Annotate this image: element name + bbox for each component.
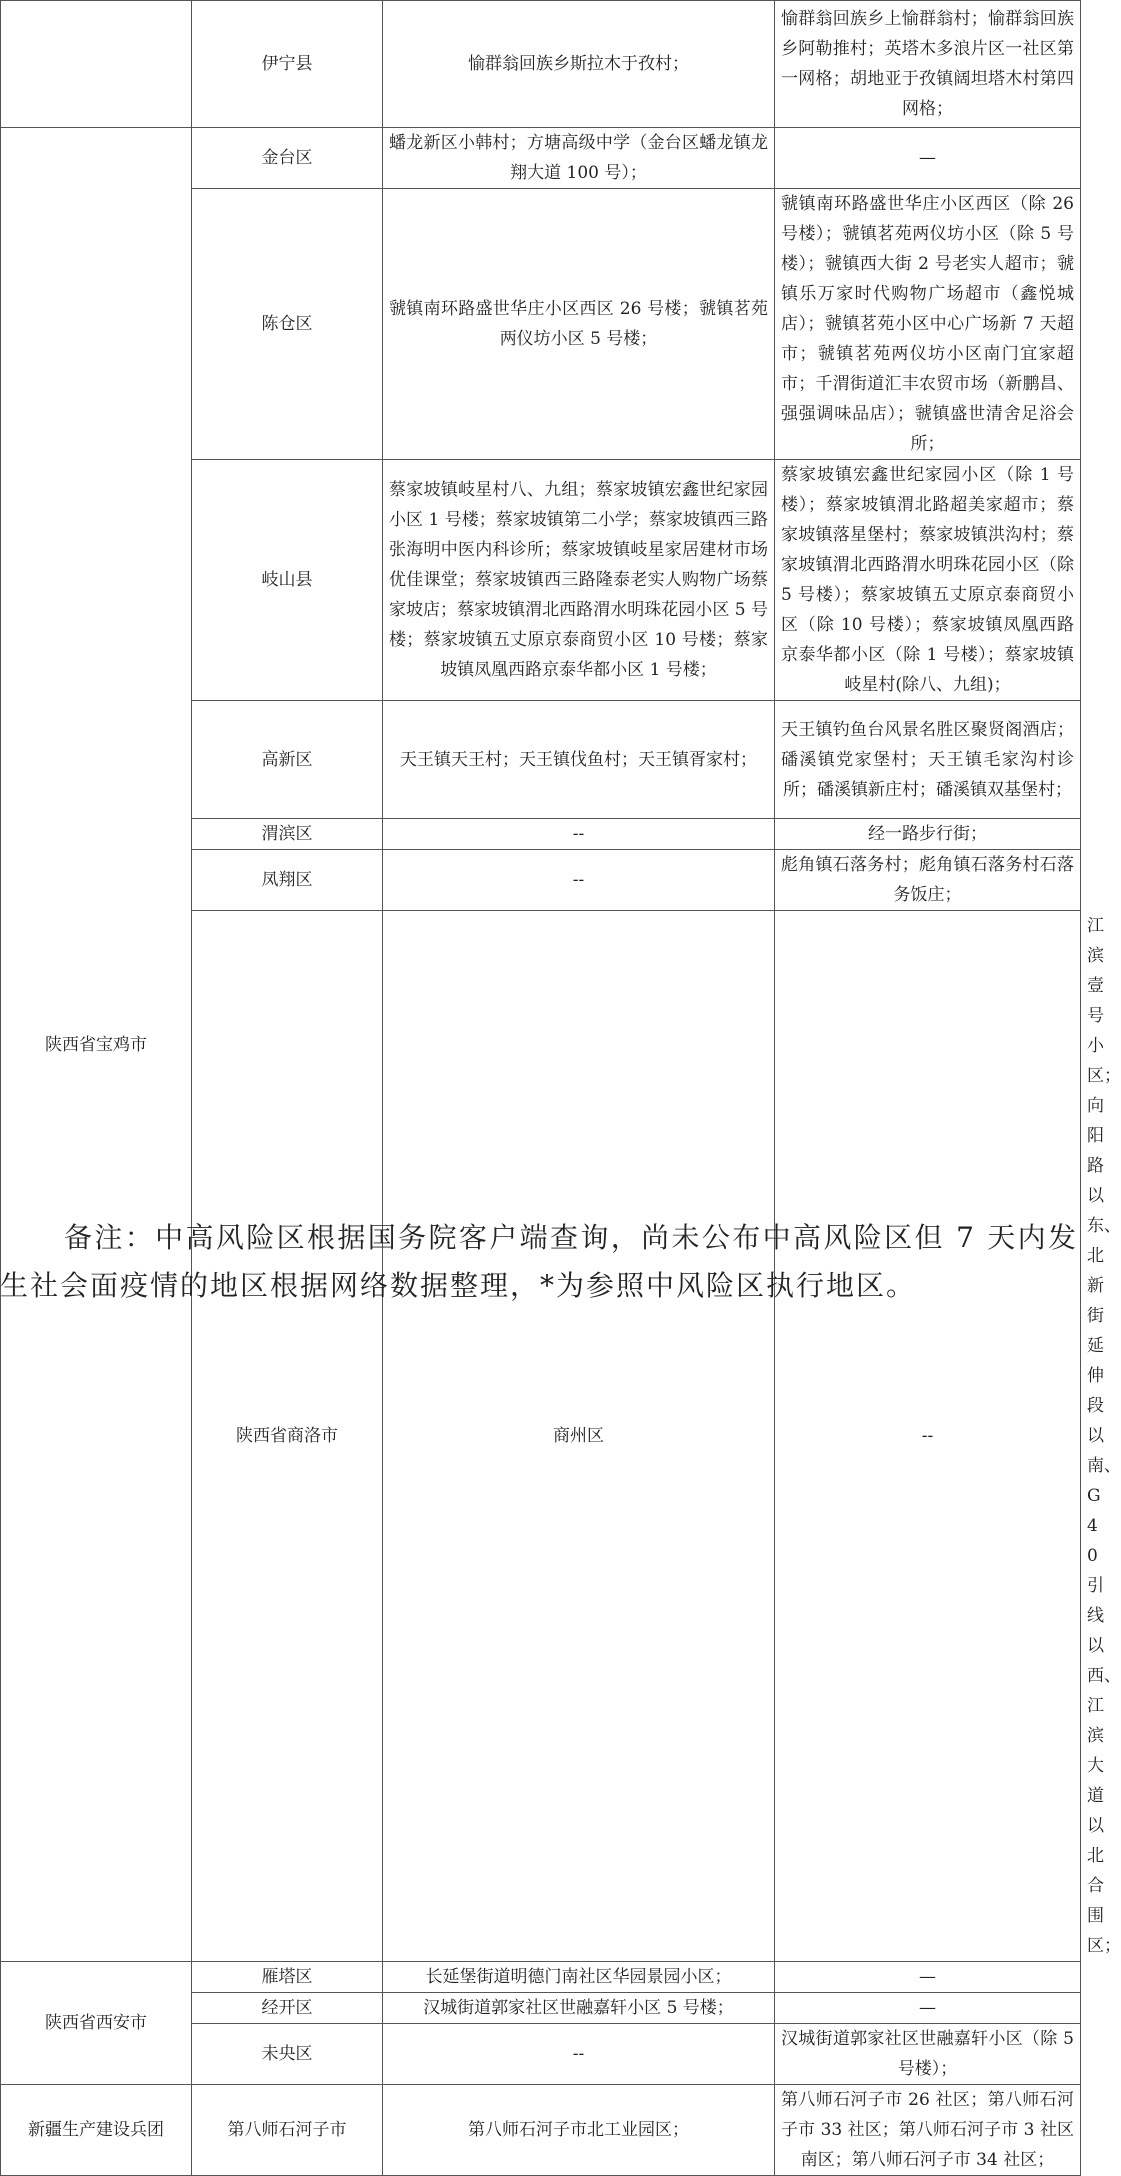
high-risk-cell: -- — [775, 911, 1081, 1962]
medium-risk-cell: 汉城街道郭家社区世融嘉轩小区（除 5 号楼）； — [775, 2024, 1081, 2085]
district-cell: 雁塔区 — [192, 1962, 383, 1993]
district-cell: 金台区 — [192, 128, 383, 189]
table-row: 陕西省商洛市 商州区 -- 江滨壹号小区；向阳路以东、北新街延伸段以南、G40 引线以西、江滨大道以北合围区； — [1, 911, 1081, 1962]
table-row — [1, 1, 1081, 128]
high-risk-cell: 蔡家坡镇岐星村八、九组；蔡家坡镇宏鑫世纪家园小区 1 号楼；蔡家坡镇第二小学；蔡家坡镇西三路张海明中医内科诊所；蔡家坡镇岐星家居建材市场优佳课堂；蔡家坡镇西三路隆泰老实人购物广场蔡家坡店；蔡家坡镇渭北西路渭水明珠花园小区 5 号楼；蔡家坡镇五丈原京泰商贸小区 10 号楼；蔡家坡镇凤凰西路京泰华都小区 1 号楼； — [383, 460, 775, 701]
high-risk-cell: 天王镇天王村；天王镇伐鱼村；天王镇胥家村； — [383, 701, 775, 819]
district-cell: 商州区 — [383, 911, 775, 1962]
footnote: 备注：中高风险区根据国务院客户端查询，尚未公布中高风险区但 7 天内发生社会面疫情的地区根据网络数据整理，*为参照中风险区执行地区。 — [0, 1221, 1078, 1302]
high-risk-cell: -- — [383, 819, 775, 850]
district-cell: 渭滨区 — [192, 819, 383, 850]
high-risk-cell: 长延堡街道明德门南社区华园景园小区； — [383, 1962, 775, 1993]
province-cell: 新疆生产建设兵团 — [1, 2085, 192, 2176]
medium-risk-cell: — — [775, 128, 1081, 189]
medium-risk-cell: 愉群翁回族乡上愉群翁村；愉群翁回族乡阿勒推村；英塔木多浪片区一社区第一网格；胡地亚于孜镇阔坦塔木村第四网格； — [775, 1, 1081, 128]
province-cell: 陕西省宝鸡市 — [1, 128, 192, 1962]
medium-risk-cell: 经一路步行街； — [775, 819, 1081, 850]
district-cell: 经开区 — [192, 1993, 383, 2024]
district-cell: 陈仓区 — [192, 189, 383, 460]
high-risk-cell: 愉群翁回族乡斯拉木于孜村； — [383, 1, 775, 128]
district-cell: 岐山县 — [192, 460, 383, 701]
province-cell: 陕西省西安市 — [1, 1962, 192, 2085]
province-cell: 陕西省商洛市 — [192, 911, 383, 1962]
district-cell: 第八师石河子市 — [192, 2085, 383, 2176]
medium-risk-cell: 蔡家坡镇宏鑫世纪家园小区（除 1 号楼）；蔡家坡镇渭北路超美家超市；蔡家坡镇落星堡村；蔡家坡镇洪沟村；蔡家坡镇渭北西路渭水明珠花园小区（除 5 号楼）；蔡家坡镇五丈原京泰商贸小区（除 10 号楼）；蔡家坡镇凤凰西路京泰华都小区（除 1 号楼）；蔡家坡镇岐星村(除八、九组)； — [775, 460, 1081, 701]
district-cell: 伊宁县 — [192, 1, 383, 128]
medium-risk-cell: 虢镇南环路盛世华庄小区西区（除 26 号楼）；虢镇茗苑两仪坊小区（除 5 号楼）；虢镇西大街 2 号老实人超市；虢镇乐万家时代购物广场超市（鑫悦城店）；虢镇茗苑小区中心广场新 7 天超市；虢镇茗苑两仪坊小区南门宜家超市；千渭街道汇丰农贸市场（新鹏昌、强强调味品店）；虢镇盛世清舍足浴会所； — [775, 189, 1081, 460]
medium-risk-cell: 彪角镇石落务村；彪角镇石落务村石落务饭庄； — [775, 850, 1081, 911]
district-cell: 未央区 — [192, 2024, 383, 2085]
medium-risk-cell: 天王镇钓鱼台风景名胜区聚贤阁酒店；磻溪镇党家堡村；天王镇毛家沟村诊所；磻溪镇新庄村；磻溪镇双基堡村； — [775, 701, 1081, 819]
province-cell — [1, 1, 192, 128]
high-risk-cell: -- — [383, 2024, 775, 2085]
medium-risk-cell: 第八师石河子市 26 社区；第八师石河子市 33 社区；第八师石河子市 3 社区南区；第八师石河子市 34 社区； — [775, 2085, 1081, 2176]
table-row — [1, 128, 1081, 189]
medium-risk-cell: — — [775, 1962, 1081, 1993]
high-risk-cell: 汉城街道郭家社区世融嘉轩小区 5 号楼； — [383, 1993, 775, 2024]
high-risk-cell: 虢镇南环路盛世华庄小区西区 26 号楼；虢镇茗苑两仪坊小区 5 号楼； — [383, 189, 775, 460]
table-row — [1, 2085, 1081, 2176]
high-risk-cell: -- — [383, 850, 775, 911]
district-cell: 高新区 — [192, 701, 383, 819]
table-row — [1, 1962, 1081, 1993]
high-risk-cell: 第八师石河子市北工业园区； — [383, 2085, 775, 2176]
district-cell: 凤翔区 — [192, 850, 383, 911]
medium-risk-cell: — — [775, 1993, 1081, 2024]
high-risk-cell: 蟠龙新区小韩村；方塘高级中学（金台区蟠龙镇龙翔大道 100 号）； — [383, 128, 775, 189]
